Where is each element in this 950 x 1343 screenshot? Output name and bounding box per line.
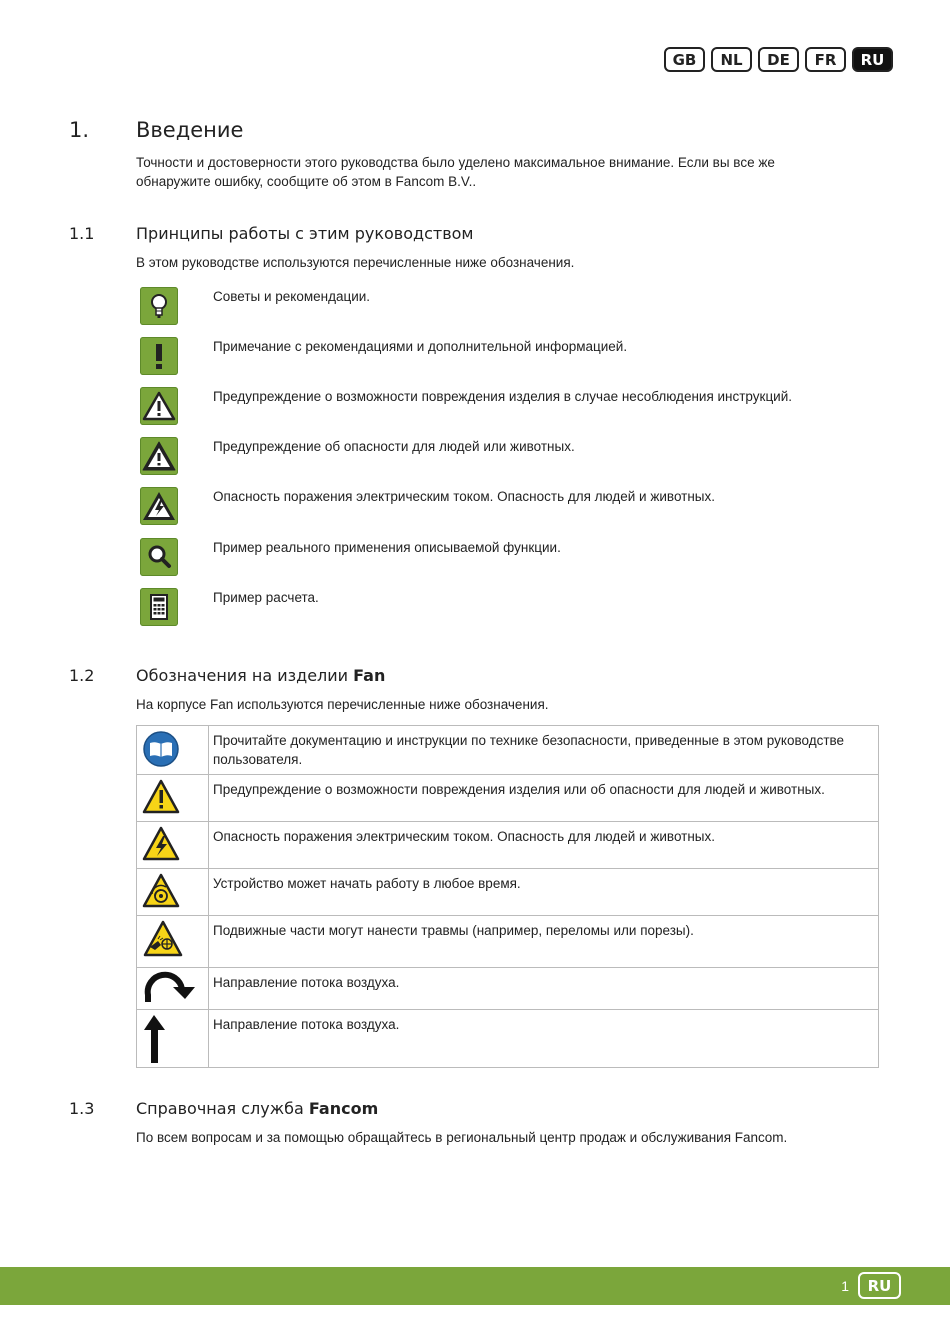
calculator-icon — [140, 588, 178, 626]
page-footer — [0, 1267, 950, 1305]
symbol-text: Советы и рекомендации. — [213, 289, 371, 304]
section-1-3-title — [136, 1099, 378, 1118]
section-1-number: 1. — [69, 118, 90, 142]
moving-parts-warning-icon — [141, 919, 208, 959]
symbol-text: Примечание с рекомендациями и дополнительной информацией. — [213, 339, 628, 354]
symbol-row — [136, 387, 836, 431]
section-1-1-title: Принципы работы с этим руководством — [136, 224, 474, 243]
lang-tab-gb[interactable]: GB — [664, 47, 705, 72]
warning-triangle-solid-icon — [140, 437, 178, 475]
table-cell-text: Направление потока воздуха. — [209, 968, 879, 1010]
lightbulb-icon — [140, 287, 178, 325]
curved-arrow-icon — [141, 971, 208, 1005]
read-manual-icon — [141, 729, 208, 769]
section-1-2-intro: На корпусе Fan используются перечисленные ниже обозначения. — [136, 697, 549, 712]
section-1-2-title-bold: Fan — [353, 666, 386, 685]
auto-start-warning-icon — [141, 872, 208, 910]
page-number: 1 — [841, 1278, 849, 1294]
section-1-1-intro: В этом руководстве используются перечисленные ниже обозначения. — [136, 255, 575, 270]
general-warning-icon — [141, 778, 208, 816]
up-arrow-icon — [141, 1013, 208, 1065]
lang-tab-nl[interactable]: NL — [711, 47, 752, 72]
section-1-title: Введение — [136, 118, 244, 142]
section-1-2-number: 1.2 — [69, 666, 95, 685]
lang-tab-fr[interactable]: FR — [805, 47, 846, 72]
section-1-body-line2: обнаружите ошибку, сообщите об этом в Fancom B.V.. — [136, 174, 477, 189]
exclamation-icon — [140, 337, 178, 375]
symbol-text: Пример расчета. — [213, 590, 319, 605]
table-row — [137, 726, 879, 775]
footer-language-tab: RU — [858, 1272, 901, 1299]
symbol-row — [136, 287, 836, 331]
section-1-3-body: По всем вопросам и за помощью обращайтесь в региональный центр продаж и обслуживания Fancom. — [136, 1130, 788, 1145]
section-1-2-title — [136, 666, 385, 685]
warning-triangle-outline-icon — [140, 387, 178, 425]
electric-warning-icon — [141, 825, 208, 863]
symbol-row — [136, 487, 836, 531]
section-1-3-number: 1.3 — [69, 1099, 95, 1118]
table-cell-text: Направление потока воздуха. — [209, 1010, 879, 1068]
symbol-text: Опасность поражения электрическим током. Опасность для людей и животных. — [213, 489, 715, 504]
section-1-body — [136, 153, 856, 191]
table-row — [137, 775, 879, 822]
table-row — [137, 822, 879, 869]
magnifier-icon — [140, 538, 178, 576]
section-1-body-line1: Точности и достоверности этого руководства было уделено максимальное внимание. Если вы все же — [136, 155, 775, 170]
lang-tab-de[interactable]: DE — [758, 47, 799, 72]
table-cell-text: Прочитайте документацию и инструкции по технике безопасности, приведенные в этом руководстве пользователя. — [209, 726, 879, 775]
table-row — [137, 968, 879, 1010]
symbol-text: Пример реального применения описываемой функции. — [213, 540, 561, 555]
table-row — [137, 869, 879, 916]
language-tabs — [664, 47, 893, 72]
lang-tab-ru[interactable]: RU — [852, 47, 893, 72]
symbol-row — [136, 337, 836, 381]
table-cell-text: Устройство может начать работу в любое время. — [209, 869, 879, 916]
section-1-3-title-prefix: Справочная служба — [136, 1099, 309, 1118]
symbol-text: Предупреждение о возможности повреждения изделия в случае несоблюдения инструкций. — [213, 389, 793, 404]
symbol-row — [136, 538, 836, 582]
fan-symbols-table — [136, 725, 879, 1068]
symbol-text: Предупреждение об опасности для людей или животных. — [213, 439, 575, 454]
section-1-2-title-prefix: Обозначения на изделии — [136, 666, 354, 685]
symbol-row — [136, 437, 836, 481]
section-1-3-title-bold: Fancom — [308, 1099, 379, 1118]
table-cell-text: Предупреждение о возможности повреждения изделия или об опасности для людей и животных. — [209, 775, 879, 822]
electric-hazard-icon — [140, 487, 178, 525]
table-cell-text: Подвижные части могут нанести травмы (например, переломы или порезы). — [209, 916, 879, 968]
table-cell-text: Опасность поражения электрическим током. Опасность для людей и животных. — [209, 822, 879, 869]
table-row — [137, 1010, 879, 1068]
table-row — [137, 916, 879, 968]
section-1-1-number: 1.1 — [69, 224, 95, 243]
symbol-row — [136, 588, 836, 632]
